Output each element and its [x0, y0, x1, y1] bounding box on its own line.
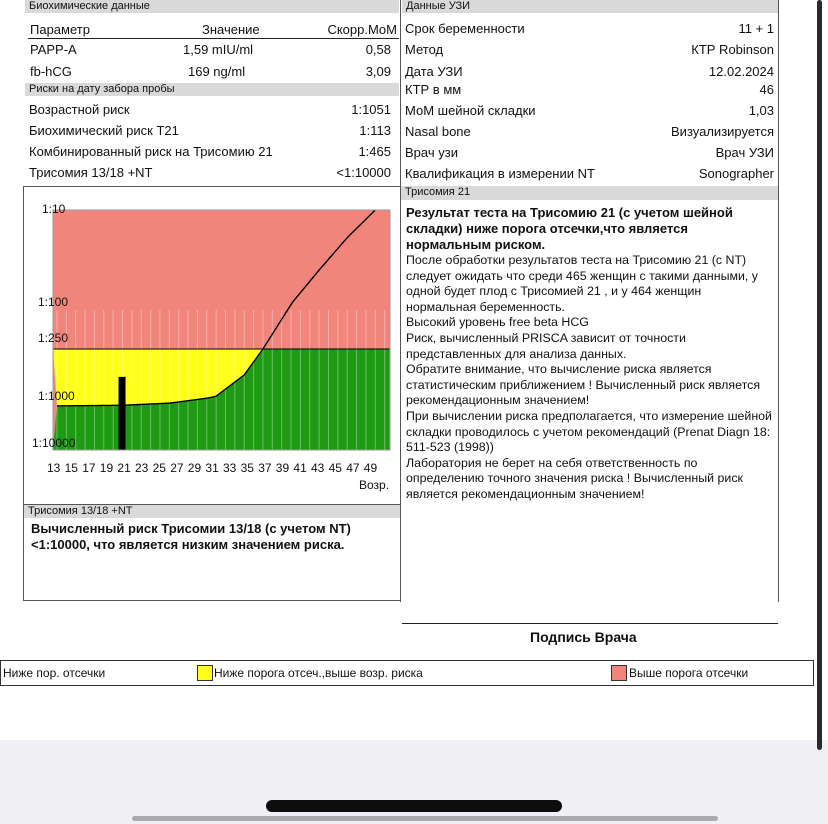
- usi-header: Данные УЗИ: [402, 0, 778, 13]
- legend-above-label: Выше порога отсечки: [629, 666, 749, 680]
- table-row: [25, 61, 399, 82]
- usi-label: Nasal bone: [405, 124, 471, 139]
- t21-paragraph: Высокий уровень free beta HCG: [406, 315, 589, 330]
- t21-header: Трисомия 21: [401, 186, 778, 200]
- param-mom: 3,09: [365, 64, 391, 79]
- risks-header: Риски на дату забора пробы: [25, 83, 399, 96]
- x-tick-label: 33: [223, 461, 237, 475]
- risk-label: Биохимический риск T21: [29, 123, 179, 138]
- x-tick-label: 27: [170, 461, 184, 475]
- usi-row: [402, 142, 778, 163]
- t21-paragraph: При вычислении риска предполагается, что измерение шейной складки проводилось с учетом рекомендаций (Prenat Diagn 18: 511-523 (1998)): [406, 408, 772, 455]
- t21-text: [406, 205, 774, 503]
- risk-row: [25, 99, 399, 120]
- x-tick-label: 17: [82, 461, 96, 475]
- usi-value: 12.02.2024: [708, 64, 774, 79]
- horizontal-scrollbar[interactable]: [132, 816, 718, 821]
- legend-between-label: Ниже порога отсеч.,выше возр. риска: [214, 666, 423, 680]
- risk-chart: [24, 188, 396, 478]
- usi-row: [402, 39, 778, 60]
- usi-value: Врач УЗИ: [715, 145, 774, 160]
- x-tick-label: 29: [187, 461, 202, 475]
- usi-value: 1,03: [748, 103, 774, 118]
- usi-row: [402, 121, 778, 142]
- t21-paragraph: После обработки результатов теста на Трисомию 21 (с NT) следует ожидать что среди 465 женщин с такими данными, у одной будет плод с Трисомией 21 , и у 464 женщин нормальная беременность.: [406, 253, 758, 314]
- col-param: Параметр: [30, 22, 90, 37]
- x-tick-label: 45: [328, 461, 342, 475]
- x-tick-label: 23: [135, 461, 149, 475]
- param-name: PAPP-A: [30, 42, 77, 57]
- legend-red-swatch: [611, 665, 627, 681]
- param-value: 169 ng/ml: [188, 64, 246, 79]
- risk-row: [25, 141, 399, 162]
- usi-row: [402, 79, 778, 100]
- t21-conclusion: Результат теста на Трисомию 21 (с учетом шейной складки) ниже порога отсечки,что является нормальным риском.: [406, 205, 733, 252]
- usi-value: Визуализируется: [671, 124, 774, 139]
- table-row: [25, 39, 399, 60]
- biochem-header: Биохимические данные: [25, 0, 399, 13]
- risk-value: <1:10000: [336, 165, 391, 180]
- y-tick-label: 1:1000: [38, 389, 75, 403]
- legend-below-label: Ниже пор. отсечки: [3, 666, 106, 680]
- x-tick-label: 19: [99, 461, 114, 475]
- usi-value: 46: [759, 82, 774, 97]
- usi-row: [402, 100, 778, 121]
- usi-label: КТР в мм: [405, 82, 462, 97]
- usi-row: [402, 18, 778, 39]
- x-tick-label: 37: [258, 461, 272, 475]
- risk-value: 1:113: [359, 123, 391, 138]
- legend-yellow-swatch: [197, 665, 213, 681]
- risk-label: Трисомия 13/18 +NT: [29, 165, 153, 180]
- y-tick-label: 1:10: [42, 202, 66, 216]
- risk-row: [25, 120, 399, 141]
- usi-label: Дата УЗИ: [405, 64, 463, 79]
- usi-label: Врач узи: [405, 145, 458, 160]
- risk-row: [25, 162, 399, 183]
- t21-paragraph: Риск, вычисленный PRISCA зависит от точности представленных для анализа данных.: [406, 330, 686, 361]
- usi-value: КТР Robinson: [691, 42, 774, 57]
- scroll-indicator[interactable]: [817, 0, 822, 750]
- param-name: fb-hCG: [30, 64, 72, 79]
- risk-label: Возрастной риск: [29, 102, 130, 117]
- y-tick-label: 1:100: [38, 295, 69, 309]
- x-tick-label: 35: [240, 461, 254, 475]
- x-tick-label: 49: [363, 461, 378, 475]
- x-tick-label: 13: [47, 461, 61, 475]
- t21-paragraph: Лаборатория не берет на себя ответственность по определению точного значения риска ! Вычисленный риск является рекомендационным значением!: [406, 455, 743, 501]
- t1318-header: Трисомия 13/18 +NT: [24, 504, 400, 518]
- x-tick-label: 43: [311, 461, 325, 475]
- x-tick-label: 31: [205, 461, 219, 475]
- usi-label: Срок беременности: [405, 21, 525, 36]
- col-value: Значение: [202, 22, 260, 37]
- x-tick-label: 21: [117, 461, 131, 475]
- usi-row: [402, 163, 778, 184]
- doctor-signature: Подпись Врача: [530, 629, 637, 645]
- usi-table: [402, 18, 778, 186]
- x-tick-label: 39: [275, 461, 290, 475]
- t1318-conclusion: Вычисленный риск Трисомии 13/18 (с учетом NT) <1:10000, что является низким значением риска.: [31, 521, 351, 552]
- risk-value: 1:465: [358, 144, 391, 159]
- y-tick-label: 1:250: [38, 331, 69, 345]
- patient-marker: [119, 377, 126, 450]
- x-tick-label: 15: [64, 461, 78, 475]
- risks-table: [25, 98, 399, 184]
- chart-xlabel: Возр.: [359, 478, 390, 492]
- param-value: 1,59 mIU/ml: [183, 42, 254, 57]
- t21-paragraph: Обратите внимание, что вычисление риска является статистическим приближением ! Вычисленный риск является рекомендационным значением!: [406, 362, 761, 408]
- home-indicator[interactable]: [266, 800, 562, 812]
- col-mom: Скорр.МоМ: [327, 22, 397, 37]
- usi-label: Квалификация в измерении NT: [405, 166, 595, 181]
- param-mom: 0,58: [365, 42, 391, 57]
- x-tick-label: 41: [293, 461, 307, 475]
- usi-value: 11 + 1: [738, 21, 774, 36]
- biochem-col-headers: [25, 19, 399, 40]
- risk-value: 1:1051: [351, 102, 391, 117]
- usi-label: МоМ шейной складки: [405, 103, 536, 118]
- biochem-table: [25, 17, 399, 83]
- usi-value: Sonographer: [698, 166, 774, 181]
- x-tick-label: 47: [346, 461, 360, 475]
- usi-label: Метод: [405, 42, 444, 57]
- y-tick-label: 1:10000: [32, 436, 76, 450]
- legend: [0, 660, 814, 686]
- x-tick-label: 25: [152, 461, 166, 475]
- risk-label: Комбинированный риск на Трисомию 21: [29, 144, 273, 159]
